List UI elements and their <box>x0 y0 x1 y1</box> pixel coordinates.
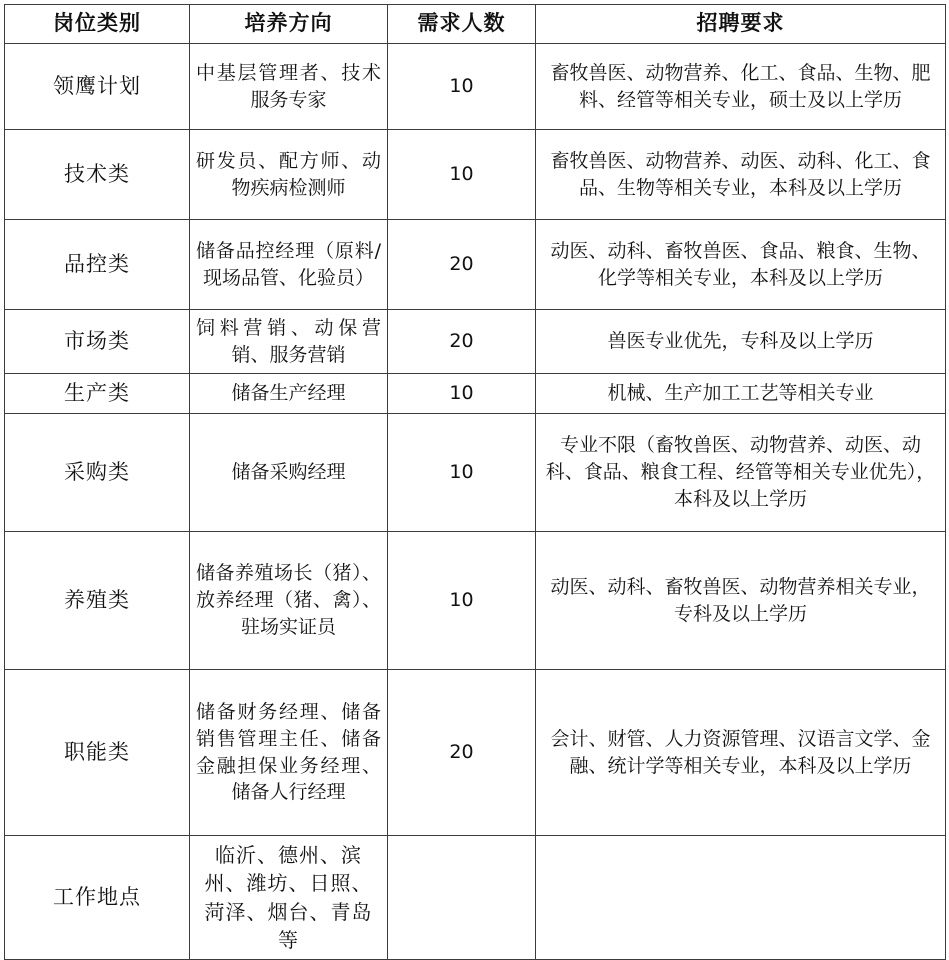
cell-direction: 饲料营销、动保营销、服务营销 <box>190 310 388 374</box>
table-row <box>5 130 946 220</box>
cell-category: 技术类 <box>5 130 190 220</box>
cell-requirement: 机械、生产加工工艺等相关专业 <box>536 374 946 414</box>
column-header-requirement: 招聘要求 <box>536 5 946 44</box>
table-row <box>5 836 946 960</box>
cell-category: 生产类 <box>5 374 190 414</box>
cell-category: 领鹰计划 <box>5 44 190 130</box>
table-row <box>5 310 946 374</box>
table-row <box>5 220 946 310</box>
table-row <box>5 414 946 532</box>
table-row <box>5 532 946 670</box>
cell-requirement: 兽医专业优先，专科及以上学历 <box>536 310 946 374</box>
cell-category: 采购类 <box>5 414 190 532</box>
cell-requirement: 专业不限（畜牧兽医、动物营养、动医、动科、食品、粮食工程、经管等相关专业优先），本科及以上学历 <box>536 414 946 532</box>
cell-category: 工作地点 <box>5 836 190 960</box>
cell-count: 20 <box>388 670 536 836</box>
cell-count: 10 <box>388 44 536 130</box>
table-row <box>5 44 946 130</box>
table-row <box>5 374 946 414</box>
recruitment-table <box>4 4 946 960</box>
cell-direction: 储备品控经理（原料/现场品管、化验员） <box>190 220 388 310</box>
table-row <box>5 670 946 836</box>
cell-direction: 中基层管理者、技术服务专家 <box>190 44 388 130</box>
cell-count: 10 <box>388 414 536 532</box>
cell-direction: 储备采购经理 <box>190 414 388 532</box>
column-header-category: 岗位类别 <box>5 5 190 44</box>
cell-count: 10 <box>388 130 536 220</box>
column-header-count: 需求人数 <box>388 5 536 44</box>
column-header-direction: 培养方向 <box>190 5 388 44</box>
cell-count <box>388 836 536 960</box>
cell-requirement: 动医、动科、畜牧兽医、食品、粮食、生物、化学等相关专业，本科及以上学历 <box>536 220 946 310</box>
cell-count: 10 <box>388 532 536 670</box>
cell-count: 20 <box>388 220 536 310</box>
cell-category: 养殖类 <box>5 532 190 670</box>
cell-requirement: 会计、财管、人力资源管理、汉语言文学、金融、统计学等相关专业，本科及以上学历 <box>536 670 946 836</box>
cell-direction: 研发员、配方师、动物疾病检测师 <box>190 130 388 220</box>
cell-count: 10 <box>388 374 536 414</box>
cell-category: 品控类 <box>5 220 190 310</box>
cell-direction: 储备养殖场长（猪）、放养经理（猪、禽）、驻场实证员 <box>190 532 388 670</box>
cell-requirement <box>536 836 946 960</box>
cell-direction: 储备生产经理 <box>190 374 388 414</box>
cell-count: 20 <box>388 310 536 374</box>
cell-direction: 临沂、德州、滨州、潍坊、日照、菏泽、烟台、青岛等 <box>190 836 388 960</box>
cell-category: 职能类 <box>5 670 190 836</box>
cell-direction: 储备财务经理、储备销售管理主任、储备金融担保业务经理、储备人行经理 <box>190 670 388 836</box>
cell-requirement: 畜牧兽医、动物营养、化工、食品、生物、肥料、经管等相关专业，硕士及以上学历 <box>536 44 946 130</box>
table-header-row <box>5 5 946 44</box>
cell-requirement: 动医、动科、畜牧兽医、动物营养相关专业，专科及以上学历 <box>536 532 946 670</box>
cell-requirement: 畜牧兽医、动物营养、动医、动科、化工、食品、生物等相关专业，本科及以上学历 <box>536 130 946 220</box>
cell-category: 市场类 <box>5 310 190 374</box>
